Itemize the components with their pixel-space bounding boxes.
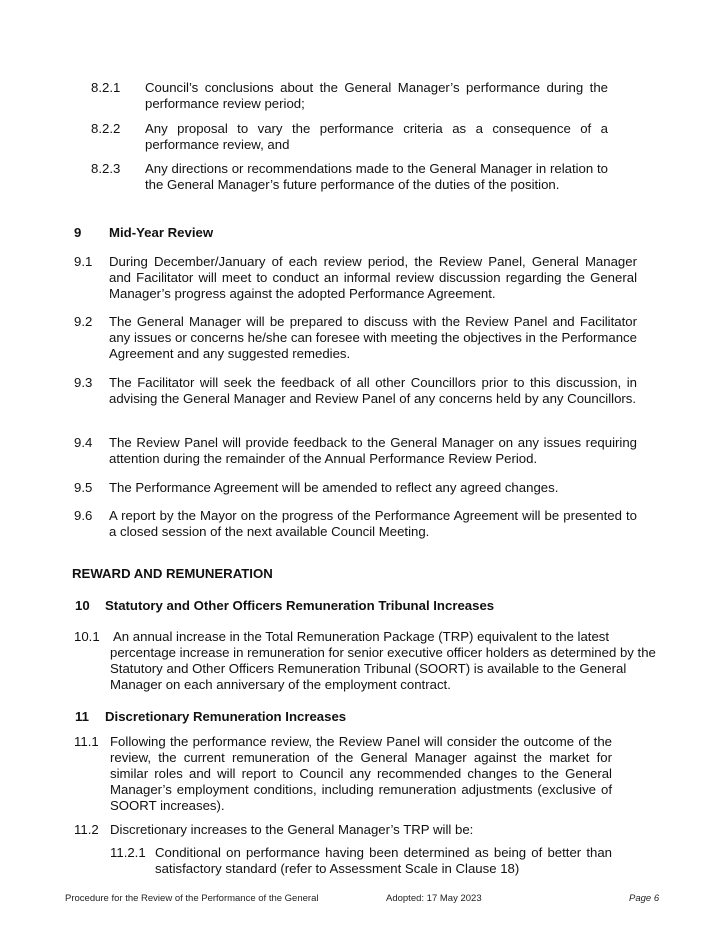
clause-text: Any directions or recommendations made to the General Manager in relation to the General Manager’s future performance of the duties of the position.: [145, 161, 608, 192]
clause-number: 8.2.3: [91, 161, 121, 176]
clause-10-1: [74, 629, 678, 695]
clause-text: Discretionary increases to the General Manager’s TRP will be:: [110, 822, 474, 837]
clause-8-2-1: [91, 80, 611, 114]
clause-8-2-2: [91, 121, 611, 155]
clause-text: An annual increase in the Total Remuneration Package (TRP) equivalent to the latest percentage increase in remuneration for senior executive officer holders as determined by the Statutory and Other Officers Remuneration Tribunal (SOORT) is available to the General Manager on each anniversary of the employment contract.: [110, 629, 656, 692]
clause-number: 11.2: [74, 822, 99, 837]
clause-text: A report by the Mayor on the progress of the Performance Agreement will be presented to a closed session of the next available Council Meeting.: [109, 508, 637, 539]
clause-number: 10.1: [74, 629, 100, 644]
clause-text: During December/January of each review period, the Review Panel, General Manager and Facilitator will meet to conduct an informal review discussion regarding the General Manager’s progress against the adopted Performance Agreement.: [109, 254, 637, 301]
clause-text: Following the performance review, the Review Panel will consider the outcome of the review, the current remuneration of the General Manager against the market for similar roles and will report to Council any recommended changes to the General Manager’s employment conditions, including remuneration adjustments (exclusive of SOORT increases).: [110, 734, 612, 813]
section-number: 9: [74, 225, 82, 240]
section-title: Statutory and Other Officers Remuneration Tribunal Increases: [105, 598, 495, 613]
clause-9-5: [74, 480, 639, 498]
footer-adopted-date: Adopted: 17 May 2023: [386, 893, 482, 904]
section-heading-10: [75, 598, 575, 616]
clause-number: 8.2.1: [91, 80, 121, 95]
section-heading-9: [74, 225, 474, 243]
part-title: REWARD AND REMUNERATION: [72, 566, 273, 581]
clause-9-2: [74, 314, 639, 364]
clause-number: 9.6: [74, 508, 93, 523]
part-heading-reward-and-remuneration: [72, 566, 472, 584]
clause-8-2-3: [91, 161, 611, 211]
footer-title: Procedure for the Review of the Performance of the General: [65, 893, 319, 904]
clause-number: 11.1: [74, 734, 99, 749]
clause-text: Any proposal to vary the performance criteria as a consequence of a performance review, and: [145, 121, 608, 152]
clause-text: The General Manager will be prepared to discuss with the Review Panel and Facilitator any issues or concerns he/she can foresee with meeting the objectives in the Performance Agreement and any suggested remedies.: [109, 314, 637, 361]
clause-text: The Performance Agreement will be amended to reflect any agreed changes.: [109, 480, 559, 495]
clause-number: 9.3: [74, 375, 93, 390]
clause-text: The Review Panel will provide feedback to the General Manager on any issues requiring attention during the remainder of the Annual Performance Review Period.: [109, 435, 637, 466]
clause-number: 8.2.2: [91, 121, 121, 136]
clause-number: 9.1: [74, 254, 93, 269]
clause-number: 9.4: [74, 435, 93, 450]
section-number: 10: [75, 598, 90, 613]
footer-page-number: Page 6: [629, 893, 660, 904]
clause-11-1: [74, 734, 614, 816]
clause-11-2: [74, 822, 614, 840]
section-title: Discretionary Remuneration Increases: [105, 709, 347, 724]
clause-text: Conditional on performance having been determined as being of better than satisfactory standard (refer to Assessment Scale in Clause 18): [155, 845, 612, 876]
clause-9-1: [74, 254, 639, 304]
clause-number: 11.2.1: [110, 845, 146, 860]
section-title: Mid-Year Review: [109, 225, 214, 240]
clause-text: Council’s conclusions about the General Manager’s performance during the performance review period;: [145, 80, 608, 111]
clause-9-3: [74, 375, 639, 425]
clause-9-6: [74, 508, 639, 542]
clause-9-4: [74, 435, 639, 469]
section-heading-11: [75, 709, 475, 727]
clause-text: The Facilitator will seek the feedback of all other Councillors prior to this discussion, in advising the General Manager and Review Panel of any concerns held by any Councillors.: [109, 375, 637, 406]
section-number: 11: [75, 709, 89, 724]
clause-number: 9.2: [74, 314, 93, 329]
clause-number: 9.5: [74, 480, 93, 495]
clause-11-2-1: [110, 845, 614, 879]
